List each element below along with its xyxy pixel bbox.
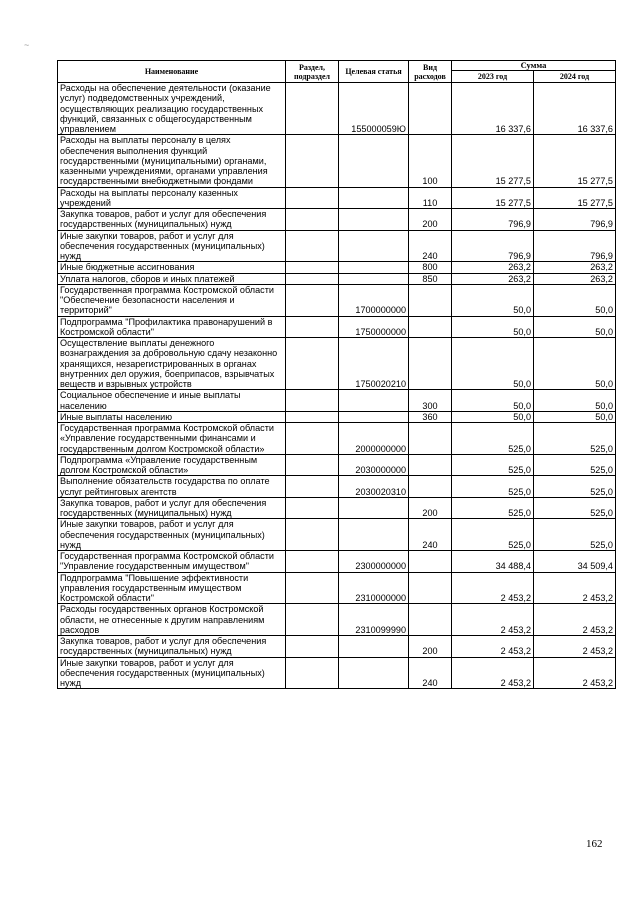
row-section — [286, 284, 339, 316]
row-section — [286, 604, 339, 636]
table-row — [58, 390, 616, 412]
row-amount-2024: 2 453,2 — [534, 572, 616, 604]
row-amount-2024: 525,0 — [534, 519, 616, 551]
row-amount-2023: 50,0 — [452, 411, 534, 422]
row-section — [286, 187, 339, 209]
row-kind — [409, 572, 452, 604]
row-section — [286, 551, 339, 573]
row-amount-2023: 263,2 — [452, 273, 534, 284]
row-amount-2024: 15 277,5 — [534, 187, 616, 209]
budget-table — [57, 60, 616, 689]
row-kind: 110 — [409, 187, 452, 209]
row-amount-2023: 525,0 — [452, 454, 534, 476]
row-section — [286, 262, 339, 273]
row-amount-2024: 796,9 — [534, 209, 616, 231]
table-row — [58, 476, 616, 498]
row-kind — [409, 423, 452, 455]
row-kind: 850 — [409, 273, 452, 284]
row-amount-2023: 2 453,2 — [452, 572, 534, 604]
row-amount-2023: 34 488,4 — [452, 551, 534, 573]
row-amount-2024: 50,0 — [534, 390, 616, 412]
row-amount-2023: 2 453,2 — [452, 604, 534, 636]
row-name: Иные закупки товаров, работ и услуг для обеспечения государственных (муниципальных) нужд — [58, 657, 286, 689]
table-row — [58, 636, 616, 658]
header-year-2024: 2024 год — [534, 71, 616, 83]
row-amount-2023: 2 453,2 — [452, 657, 534, 689]
table-row — [58, 209, 616, 231]
table-body — [58, 83, 616, 689]
row-article: 1750000000 — [339, 316, 409, 338]
table-row — [58, 262, 616, 273]
row-amount-2024: 50,0 — [534, 338, 616, 390]
row-name: Расходы на выплаты персоналу в целях обеспечения выполнения функций государственными (муниципальными) органами, казенными учреждениями, органами управления государственными внебюджетными фондами — [58, 135, 286, 187]
row-amount-2023: 50,0 — [452, 316, 534, 338]
row-section — [286, 519, 339, 551]
table-row — [58, 454, 616, 476]
row-name: Осуществление выплаты денежного вознаграждения за добровольную сдачу незаконно хранящихся, незарегистрированных в органах внутренних дел оружия, боеприпасов, взрывчатых веществ и взрывных устройств — [58, 338, 286, 390]
row-kind — [409, 83, 452, 135]
row-kind: 200 — [409, 497, 452, 519]
row-kind: 240 — [409, 230, 452, 262]
header-kind: Вид расходов — [409, 61, 452, 83]
row-section — [286, 273, 339, 284]
row-name: Закупка товаров, работ и услуг для обеспечения государственных (муниципальных) нужд — [58, 636, 286, 658]
table-row — [58, 135, 616, 187]
header-article: Целевая статья — [339, 61, 409, 83]
row-amount-2023: 15 277,5 — [452, 135, 534, 187]
table-row — [58, 572, 616, 604]
row-amount-2023: 2 453,2 — [452, 636, 534, 658]
row-kind — [409, 284, 452, 316]
row-article: 155000059Ю — [339, 83, 409, 135]
row-article — [339, 497, 409, 519]
page-number: 162 — [586, 838, 603, 850]
row-name: Подпрограмма «Управление государственным долгом Костромской области» — [58, 454, 286, 476]
row-amount-2024: 50,0 — [534, 316, 616, 338]
row-name: Социальное обеспечение и иные выплаты населению — [58, 390, 286, 412]
row-article — [339, 262, 409, 273]
row-amount-2023: 525,0 — [452, 423, 534, 455]
row-name: Государственная программа Костромской области "Управление государственным имуществом" — [58, 551, 286, 573]
table-row — [58, 83, 616, 135]
table-row — [58, 284, 616, 316]
row-amount-2024: 50,0 — [534, 411, 616, 422]
table-row — [58, 497, 616, 519]
row-article — [339, 230, 409, 262]
row-kind — [409, 551, 452, 573]
row-name: Расходы на выплаты персоналу казенных учреждений — [58, 187, 286, 209]
row-section — [286, 230, 339, 262]
row-article: 2030000000 — [339, 454, 409, 476]
row-name: Расходы государственных органов Костромской области, не отнесенные к другим направлениям расходов — [58, 604, 286, 636]
table-row — [58, 423, 616, 455]
row-section — [286, 83, 339, 135]
row-kind — [409, 454, 452, 476]
row-section — [286, 476, 339, 498]
row-section — [286, 636, 339, 658]
row-article — [339, 411, 409, 422]
row-section — [286, 411, 339, 422]
row-kind — [409, 338, 452, 390]
row-kind: 800 — [409, 262, 452, 273]
row-section — [286, 135, 339, 187]
row-amount-2023: 525,0 — [452, 497, 534, 519]
row-section — [286, 657, 339, 689]
row-amount-2024: 2 453,2 — [534, 657, 616, 689]
row-kind: 100 — [409, 135, 452, 187]
row-amount-2024: 525,0 — [534, 423, 616, 455]
row-amount-2023: 796,9 — [452, 230, 534, 262]
row-amount-2024: 15 277,5 — [534, 135, 616, 187]
row-article — [339, 519, 409, 551]
row-name: Выполнение обязательств государства по оплате услуг рейтинговых агентств — [58, 476, 286, 498]
row-article: 1750020210 — [339, 338, 409, 390]
row-amount-2024: 50,0 — [534, 284, 616, 316]
row-name: Иные закупки товаров, работ и услуг для обеспечения государственных (муниципальных) нужд — [58, 230, 286, 262]
header-name: Наименование — [58, 61, 286, 83]
table-row — [58, 338, 616, 390]
table-header — [58, 61, 616, 83]
table-row — [58, 230, 616, 262]
scan-mark: ~ — [24, 40, 30, 50]
row-kind — [409, 604, 452, 636]
row-amount-2023: 525,0 — [452, 476, 534, 498]
row-amount-2023: 525,0 — [452, 519, 534, 551]
row-kind — [409, 476, 452, 498]
row-amount-2024: 525,0 — [534, 476, 616, 498]
row-name: Иные закупки товаров, работ и услуг для обеспечения государственных (муниципальных) нужд — [58, 519, 286, 551]
row-kind: 200 — [409, 636, 452, 658]
header-sum: Сумма — [452, 61, 616, 71]
row-name: Закупка товаров, работ и услуг для обеспечения государственных (муниципальных) нужд — [58, 497, 286, 519]
header-section: Раздел, подраздел — [286, 61, 339, 83]
row-article — [339, 636, 409, 658]
row-article — [339, 135, 409, 187]
row-amount-2023: 15 277,5 — [452, 187, 534, 209]
row-article — [339, 187, 409, 209]
row-section — [286, 338, 339, 390]
row-section — [286, 423, 339, 455]
row-article: 2310099990 — [339, 604, 409, 636]
row-section — [286, 454, 339, 476]
row-kind: 360 — [409, 411, 452, 422]
row-amount-2023: 50,0 — [452, 284, 534, 316]
row-section — [286, 316, 339, 338]
table-row — [58, 273, 616, 284]
row-amount-2024: 2 453,2 — [534, 604, 616, 636]
row-kind: 240 — [409, 519, 452, 551]
row-name: Закупка товаров, работ и услуг для обеспечения государственных (муниципальных) нужд — [58, 209, 286, 231]
row-article — [339, 209, 409, 231]
row-amount-2023: 50,0 — [452, 338, 534, 390]
row-name: Иные бюджетные ассигнования — [58, 262, 286, 273]
row-name: Расходы на обеспечение деятельности (оказание услуг) подведомственных учреждений, осуществляющих реализацию государственных функций, связанных с общегосударственным управлением — [58, 83, 286, 135]
table-row — [58, 411, 616, 422]
row-name: Уплата налогов, сборов и иных платежей — [58, 273, 286, 284]
row-section — [286, 209, 339, 231]
row-amount-2024: 263,2 — [534, 262, 616, 273]
row-article: 2000000000 — [339, 423, 409, 455]
row-name: Государственная программа Костромской области «Управление государственными финансами и государственным долгом Костромской области» — [58, 423, 286, 455]
table-row — [58, 519, 616, 551]
table-row — [58, 187, 616, 209]
row-amount-2024: 34 509,4 — [534, 551, 616, 573]
table-row — [58, 604, 616, 636]
row-name: Подпрограмма "Повышение эффективности управления государственным имуществом Костромской области" — [58, 572, 286, 604]
table-row — [58, 657, 616, 689]
row-amount-2023: 16 337,6 — [452, 83, 534, 135]
row-name: Государственная программа Костромской области "Обеспечение безопасности населения и территорий" — [58, 284, 286, 316]
row-amount-2024: 2 453,2 — [534, 636, 616, 658]
row-amount-2024: 263,2 — [534, 273, 616, 284]
row-article: 2310000000 — [339, 572, 409, 604]
row-amount-2024: 16 337,6 — [534, 83, 616, 135]
row-kind: 240 — [409, 657, 452, 689]
row-amount-2024: 525,0 — [534, 497, 616, 519]
row-article: 2300000000 — [339, 551, 409, 573]
row-amount-2024: 525,0 — [534, 454, 616, 476]
row-kind: 300 — [409, 390, 452, 412]
row-section — [286, 497, 339, 519]
row-name: Подпрограмма "Профилактика правонарушений в Костромской области" — [58, 316, 286, 338]
row-kind: 200 — [409, 209, 452, 231]
row-article — [339, 657, 409, 689]
row-amount-2024: 796,9 — [534, 230, 616, 262]
table-row — [58, 316, 616, 338]
row-article — [339, 273, 409, 284]
row-section — [286, 572, 339, 604]
row-name: Иные выплаты населению — [58, 411, 286, 422]
row-amount-2023: 796,9 — [452, 209, 534, 231]
row-amount-2023: 50,0 — [452, 390, 534, 412]
row-amount-2023: 263,2 — [452, 262, 534, 273]
row-section — [286, 390, 339, 412]
table-row — [58, 551, 616, 573]
row-kind — [409, 316, 452, 338]
row-article: 1700000000 — [339, 284, 409, 316]
row-article: 2030020310 — [339, 476, 409, 498]
row-article — [339, 390, 409, 412]
header-year-2023: 2023 год — [452, 71, 534, 83]
